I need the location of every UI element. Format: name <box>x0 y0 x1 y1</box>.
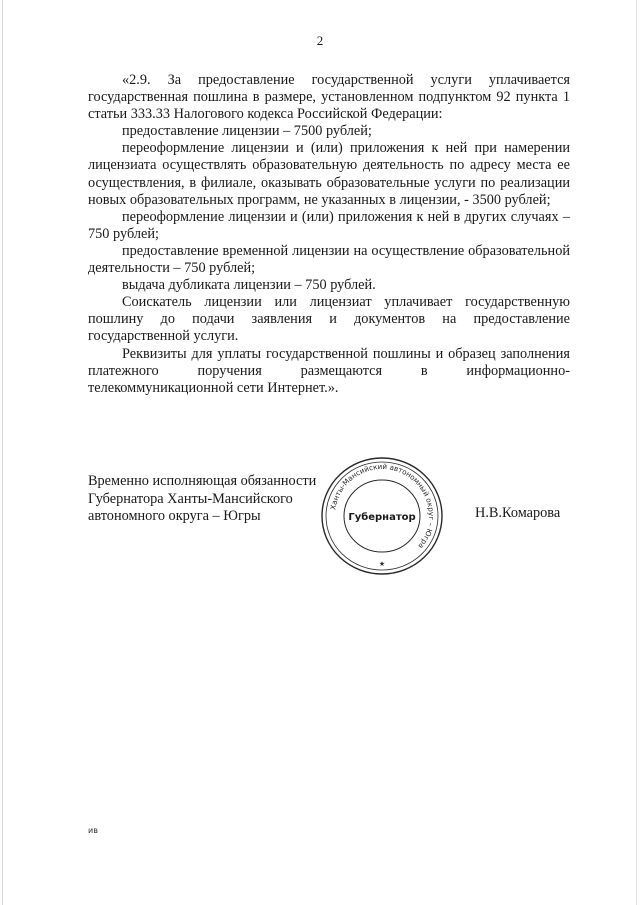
signatory-position <box>88 473 316 526</box>
footer-mark: ив <box>88 826 98 835</box>
page-edge-left <box>2 0 3 905</box>
paragraph-duplicate: выдача дубликата лицензии – 750 рублей. <box>122 277 376 294</box>
page-number: 2 <box>316 33 324 48</box>
paragraph-reissue-other: переоформление лицензии и (или) приложения к ней в других случаях – 750 рублей; <box>88 208 570 242</box>
document-body <box>88 72 570 397</box>
signatory-position-line: автономного округа – Югры <box>88 508 261 524</box>
page-edge-right <box>636 0 637 905</box>
signatory-name: Н.В.Комарова <box>475 505 561 521</box>
official-seal-stamp <box>318 454 446 578</box>
seal-star-icon: ★ <box>378 560 386 568</box>
seal-center-text: Губернатор <box>348 512 416 523</box>
signatory-position-line: Губернатора Ханты-Мансийского <box>88 490 293 507</box>
signatory-position-line: Временно исполняющая обязанности <box>88 473 317 489</box>
paragraph-fee-intro: «2.9. За предоставление государственной услуги уплачивается государственная пошлина в размере, установленном подпунктом 92 пункта 1 статьи 333.33 Налогового кодекса Российской Федерации: <box>88 72 570 123</box>
paragraph-reissue-address: переоформление лицензии и (или) приложения к ней при намерении лицензиата осуществлять образовательную деятельность по адресу места ее осуществления, в филиале, оказывать образовательные услуги по реализации новых образовательных программ, не указанных в лицензии, - 3500 рублей; <box>88 140 570 208</box>
paragraph-license-grant: предоставление лицензии – 7500 рублей; <box>122 123 372 140</box>
paragraph-payment-timing: Соискатель лицензии или лицензиат уплачивает государственную пошлину до подачи заявления и документов на предоставление государственной услуги. <box>88 294 570 345</box>
paragraph-temporary-license: предоставление временной лицензии на осуществление образовательной деятельности – 750 рублей; <box>88 242 570 277</box>
paragraph-payment-details: Реквизиты для уплаты государственной пошлины и образец заполнения платежного поручения размещаются в информационно-телекоммуникационной сети Интернет.». <box>88 345 570 396</box>
seal-ring-text: Ханты-Мансийский автономный округ – Югра <box>328 461 437 551</box>
